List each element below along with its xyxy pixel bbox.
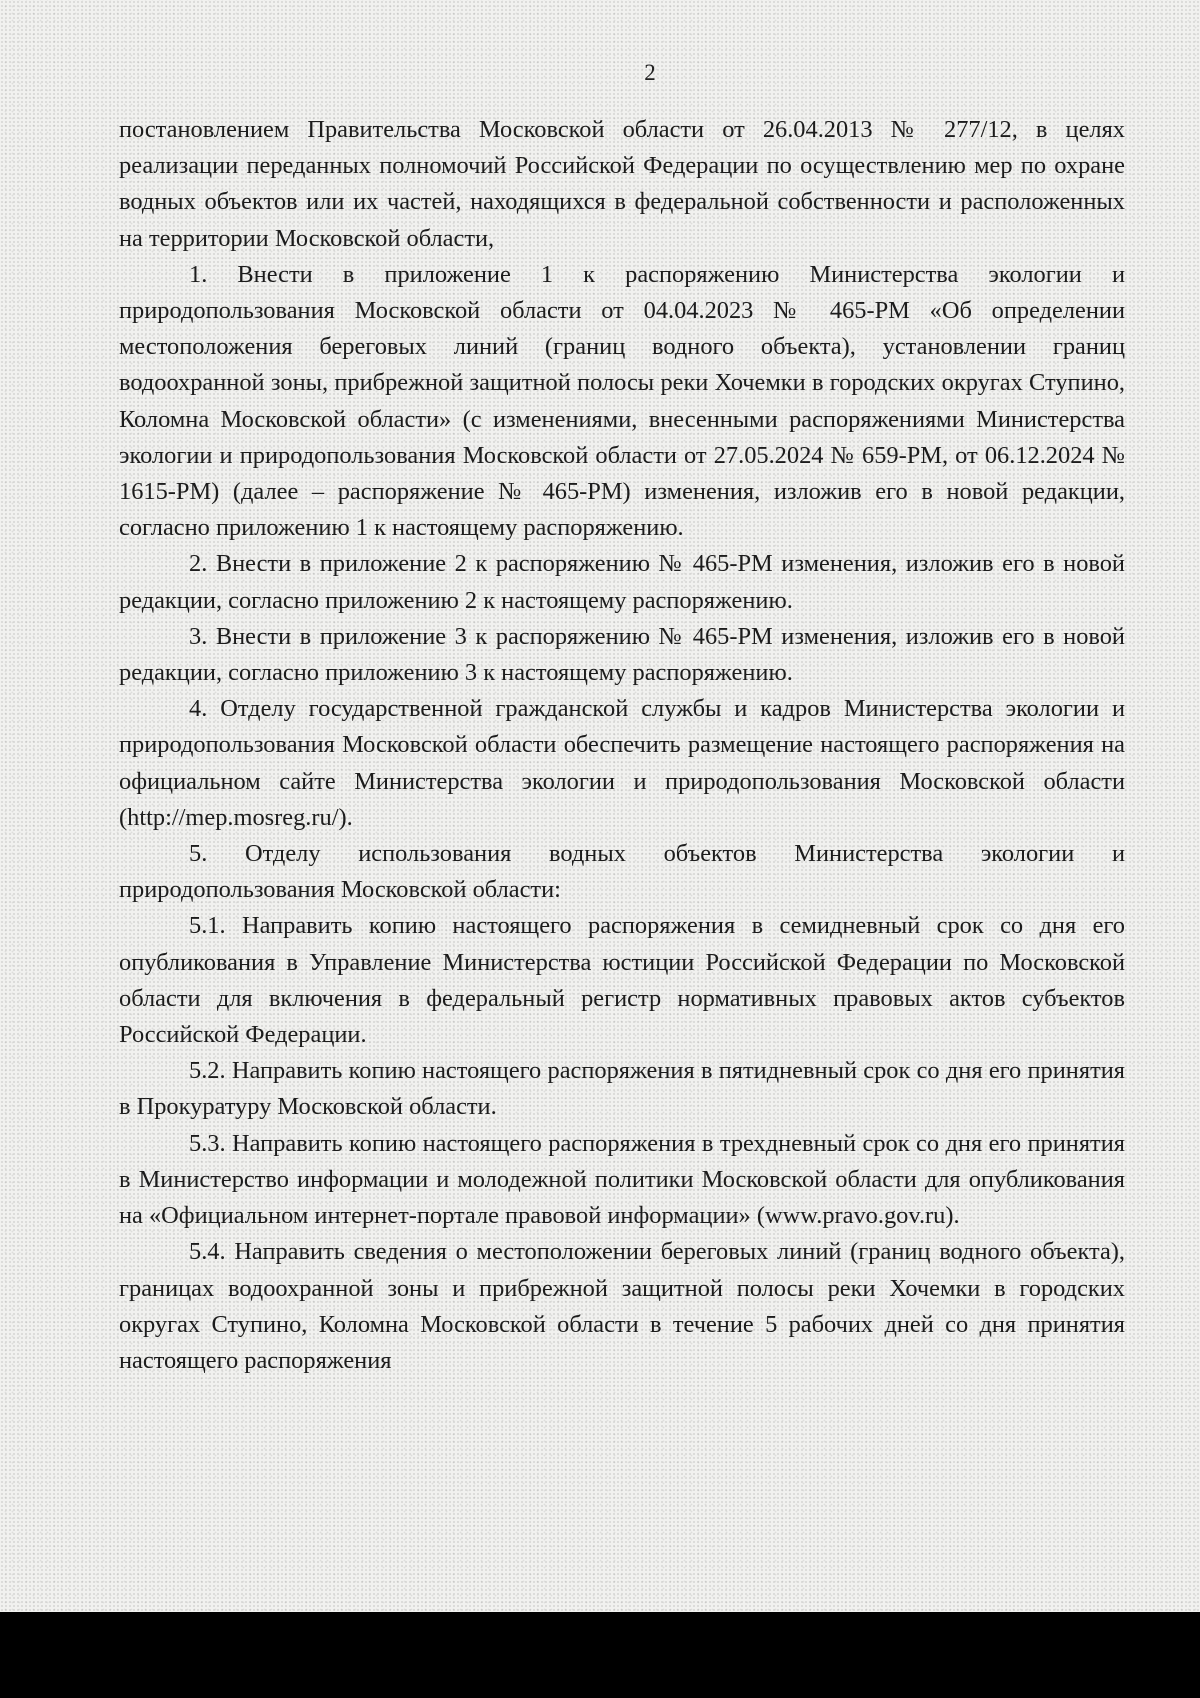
paragraph-preamble: постановлением Правительства Московской области от 26.04.2013 № 277/12, в целях реализации переданных полномочий Российской Федерации по осуществлению мер по охране водных объектов или их частей, находящихся в федеральной собственности и расположенных на территории Московской области, — [119, 116, 1125, 252]
paragraph-item-5-3: 5.3. Направить копию настоящего распоряжения в трехдневный срок со дня его принятия в Министерство информации и молодежной политики Московской области для опубликования на «Официальном интернет-портале правовой информации» (www.pravo.gov.ru). — [119, 1129, 1125, 1230]
document-body — [119, 112, 1125, 1379]
paragraph-item-5-1: 5.1. Направить копию настоящего распоряжения в семидневный срок со дня его опубликования в Управление Министерства юстиции Российской Федерации по Московской области для включения в федеральный регистр нормативных правовых актов субъектов Российской Федерации. — [119, 912, 1125, 1049]
paragraph-item-1: 1. Внести в приложение 1 к распоряжению Министерства экологии и природопользования Московской области от 04.04.2023 № 465-РМ «Об определении местоположения береговых линий (границ водного объекта), установлении границ водоохранной зоны, прибрежной защитной полосы реки Хочемки в городских округах Ступино, Коломна Московской области» (с изменениями, внесенными распоряжениями Министерства экологии и природопользования Московской области от 27.05.2024 № 659-РМ, от 06.12.2024 № 1615-РМ) (далее – распоряжение № 465-РМ) изменения, изложив его в новой редакции, согласно приложению 1 к настоящему распоряжению. — [119, 260, 1125, 542]
paragraph-item-5-4: 5.4. Направить сведения о местоположении береговых линий (границ водного объекта), границах водоохранной зоны и прибрежной защитной полосы реки Хочемки в городских округах Ступино, Коломна Московской области в течение 5 рабочих дней со дня принятия настоящего распоряжения — [119, 1238, 1125, 1374]
paragraph-item-3: 3. Внести в приложение 3 к распоряжению № 465-РМ изменения, изложив его в новой редакции, согласно приложению 3 к настоящему распоряжению. — [119, 622, 1125, 687]
paragraph-item-5: 5. Отделу использования водных объектов Министерства экологии и природопользования Московской области: — [119, 840, 1125, 904]
scan-bottom-border — [0, 1612, 1200, 1698]
paragraph-item-4: 4. Отделу государственной гражданской службы и кадров Министерства экологии и природопользования Московской области обеспечить размещение настоящего распоряжения на официальном сайте Министерства экологии и природопользования Московской области (http://mep.mosreg.ru/). — [119, 695, 1125, 831]
paragraph-item-2: 2. Внести в приложение 2 к распоряжению № 465-РМ изменения, изложив его в новой редакции, согласно приложению 2 к настоящему распоряжению. — [119, 550, 1125, 614]
paragraph-item-5-2: 5.2. Направить копию настоящего распоряжения в пятидневный срок со дня его принятия в Прокуратуру Московской области. — [119, 1057, 1125, 1121]
page-number: 2 — [644, 60, 656, 85]
